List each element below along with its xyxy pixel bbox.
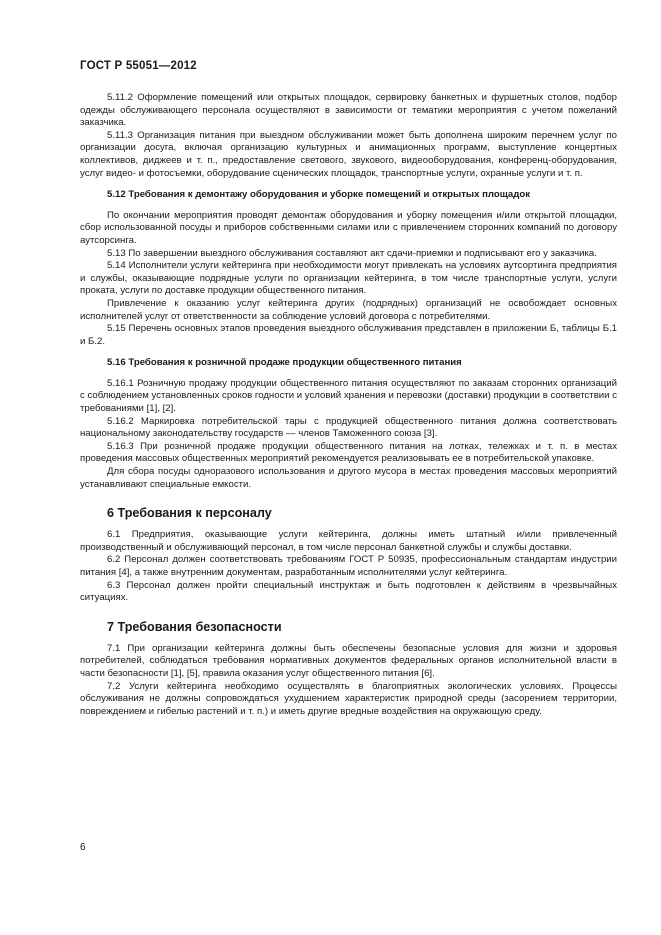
paragraph-5-14-cont: Привлечение к оказанию услуг кейтеринга других (подрядных) организаций не освобождает основных исполнителей услуг от ответственности за соблюдение условий договора с потребителями. bbox=[80, 297, 617, 322]
paragraph-5-11-2: 5.11.2 Оформление помещений или открытых площадок, сервировку банкетных и фуршетных столов, подбор одежды обслуживающего персонала осуществляют в зависимости от тематики мероприятия с учетом пожеланий заказчика. bbox=[80, 92, 617, 129]
paragraph-5-15: 5.15 Перечень основных этапов проведения выездного обслуживания представлен в приложении Б, таблицы Б.1 и Б.2. bbox=[80, 323, 617, 347]
paragraph-6-2: 6.2 Персонал должен соответствовать требованиям ГОСТ Р 50935, профессиональным стандартам индустрии питания [4], а также внутренним документам, разработанным исполнителями услуг кейтеринга. bbox=[80, 554, 617, 578]
paragraph-5-16-2: 5.16.2 Маркировка потребительской тары с продукцией общественного питания должна соответствовать национальному законодательству государств — членов Таможенного союза [3]. bbox=[80, 415, 617, 440]
section-heading-6: 6 Требования к персоналу bbox=[107, 506, 272, 521]
document-body bbox=[80, 92, 617, 718]
section-heading-7: 7 Требования безопасности bbox=[107, 619, 282, 634]
paragraph-5-12-text: По окончании мероприятия проводят демонтаж оборудования и уборку помещения и/или открытой площадки, сбор использованной посуды и приборов собственными силами или с привлечением сторонних компаний по договору аутсорсинга. bbox=[80, 209, 617, 246]
document-code-header: ГОСТ Р 55051—2012 bbox=[80, 60, 197, 72]
section-heading-5-12: 5.12 Требования к демонтажу оборудования и уборке помещений и открытых площадок bbox=[107, 189, 531, 201]
paragraph-5-16-3: 5.16.3 При розничной продаже продукции общественного питания на лотках, тележках и т. п. в местах проведения массовых общественных мероприятий рекомендуется реализовывать ее в потребительской упаковке. bbox=[80, 440, 617, 465]
paragraph-5-14: 5.14 Исполнители услуги кейтеринга при необходимости могут привлекать на условиях аутсортинга предприятия и службы, оказывающие подрядные услуги по организации кейтеринга, в том числе транспортные услуги, услуги проката, услуги по доставке продукции общественного питания. bbox=[80, 260, 617, 297]
paragraph-7-2: 7.2 Услуги кейтеринга необходимо осуществлять в благоприятных экологических условиях. Процессы обслуживания не должны сопровождаться ухудшением характеристик природной среды (засорением территории, повреждением и гибелью растений и т. п.) и иметь другие вредные воздействия на окружающую среду. bbox=[80, 680, 617, 717]
paragraph-5-13: 5.13 По завершении выездного обслуживания составляют акт сдачи-приемки и подписывают его у заказчика. bbox=[107, 247, 597, 259]
paragraph-6-1: 6.1 Предприятия, оказывающие услуги кейтеринга, должны иметь штатный и/или привлеченный производственный и обслуживающий персонал, в том числе персонал банкетной службы и службы доставки. bbox=[80, 529, 617, 553]
section-heading-5-16: 5.16 Требования к розничной продаже продукции общественного питания bbox=[107, 357, 462, 369]
paragraph-5-16-cont: Для сбора посуды одноразового использования и другого мусора в местах проведения массовых мероприятий устанавливают специальные емкости. bbox=[80, 466, 617, 490]
paragraph-6-3: 6.3 Персонал должен пройти специальный инструктаж и быть подготовлен к действиям в чрезвычайных ситуациях. bbox=[80, 579, 617, 604]
paragraph-5-16-1: 5.16.1 Розничную продажу продукции общественного питания осуществляют по заказам сторонних организаций с соблюдением установленных сроков годности и условий хранения и перевозки (доставки) продукции в соответствии с требованиями [1], [2]. bbox=[80, 377, 617, 415]
page-number: 6 bbox=[80, 842, 86, 853]
paragraph-7-1: 7.1 При организации кейтеринга должны быть обеспечены безопасные условия для жизни и здоровья потребителей, соблюдаться требования нормативных документов федеральных органов исполнительной власти в части безопасности [1], [5], правила оказания услуг общественного питания [6]. bbox=[80, 642, 617, 679]
paragraph-5-11-3: 5.11.3 Организация питания при выездном обслуживании может быть дополнена широким перечнем услуг по организации досуга, включая организацию культурных и анимационных программ, выступление концертных коллективов, диджеев и т. п., предоставление светового, звукового, видеооборудования, конференц-оборудования, услуг видео- и фотосъемки, оборудование сценических площадок, транспортные услуги, охранные услуги и т. п. bbox=[80, 129, 617, 179]
